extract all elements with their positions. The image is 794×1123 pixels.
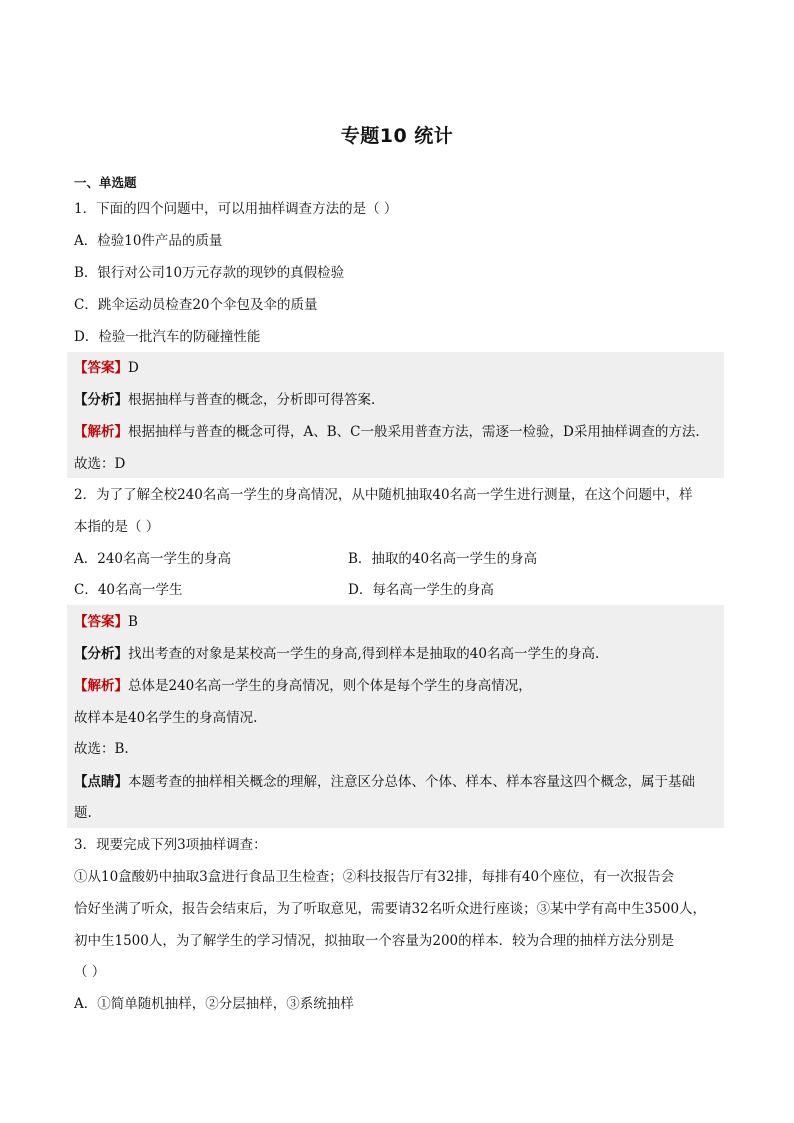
q3-line2: 恰好坐满了听众，报告会结束后，为了听取意见，需要请32名听众进行座谈；③某中学有高中生3500人， xyxy=(74,901,707,917)
analysis-text: 根据抽样与普查的概念，分析即可得答案. xyxy=(128,392,376,408)
answer-value: B xyxy=(128,614,138,630)
q2-solution xyxy=(74,676,532,696)
analysis-tag: 【分析】 xyxy=(74,646,128,662)
q1-answer xyxy=(74,358,139,378)
q3-option-a: A．①简单随机抽样，②分层抽样，③系统抽样 xyxy=(74,996,354,1012)
section-heading: 一、单选题 xyxy=(74,175,137,190)
answer-tag: 【答案】 xyxy=(74,360,128,376)
q1-option-a: A．检验10件产品的质量 xyxy=(74,233,223,249)
comment-text: 本题考查的抽样相关概念的理解，注意区分总体、个体、样本、样本容量这四个概念，属于基础 xyxy=(128,774,695,790)
answer-tag: 【答案】 xyxy=(74,614,128,630)
q2-choice: 故选：B. xyxy=(74,741,129,757)
q3-stem: 3．现要完成下列3项抽样调查： xyxy=(74,837,267,853)
analysis-tag: 【分析】 xyxy=(74,392,128,408)
q1-solution xyxy=(74,422,700,442)
q2-option-c: C．40名高一学生 xyxy=(74,582,183,598)
q2-comment xyxy=(74,772,695,792)
solution-tag: 【解析】 xyxy=(74,678,128,694)
q2-option-d: D．每名高一学生的身高 xyxy=(348,582,494,598)
q3-line3: 初中生1500人，为了解学生的学习情况，拟抽取一个容量为200的样本．较为合理的抽样方法分别是 xyxy=(74,933,675,949)
q1-option-c: C．跳伞运动员检查20个伞包及伞的质量 xyxy=(74,297,318,313)
comment-tag: 【点睛】 xyxy=(74,774,128,790)
q3-line4: （ ） xyxy=(74,964,106,980)
solution-text: 总体是240名高一学生的身高情况，则个体是每个学生的身高情况， xyxy=(128,678,532,694)
answer-value: D xyxy=(128,360,139,376)
page-title: 专题10 统计 xyxy=(340,125,454,147)
q2-option-a: A．240名高一学生的身高 xyxy=(74,551,232,567)
q1-analysis xyxy=(74,390,375,410)
solution-text: 根据抽样与普查的概念可得，A、B、C一般采用普查方法，需逐一检验，D采用抽样调查的方法. xyxy=(128,424,700,440)
q2-stem-line2: 本指的是（ ） xyxy=(74,519,160,535)
q1-stem: 1．下面的四个问题中，可以用抽样调查方法的是（ ） xyxy=(74,201,398,217)
q2-stem-line1: 2．为了了解全校240名高一学生的身高情况，从中随机抽取40名高一学生进行测量，在这个问题中，样 xyxy=(74,487,693,503)
q1-option-b: B．银行对公司10万元存款的现钞的真假检验 xyxy=(74,265,345,281)
q3-line1: ①从10盒酸奶中抽取3盒进行食品卫生检查；②科技报告厅有32排，每排有40个座位，有一次报告会 xyxy=(74,869,675,885)
q1-answer-box xyxy=(67,352,724,478)
analysis-text: 找出考查的对象是某校高一学生的身高,得到样本是抽取的40名高一学生的身高. xyxy=(128,646,600,662)
q1-choice: 故选：D xyxy=(74,456,126,472)
q1-option-d: D．检验一批汽车的防碰撞性能 xyxy=(74,329,261,345)
q2-analysis xyxy=(74,644,599,664)
q2-option-b: B．抽取的40名高一学生的身高 xyxy=(348,551,538,567)
solution-tag: 【解析】 xyxy=(74,424,128,440)
q2-answer xyxy=(74,612,138,632)
q2-solution-line2: 故样本是40名学生的身高情况. xyxy=(74,710,258,726)
q2-comment-line2: 题. xyxy=(74,805,92,821)
